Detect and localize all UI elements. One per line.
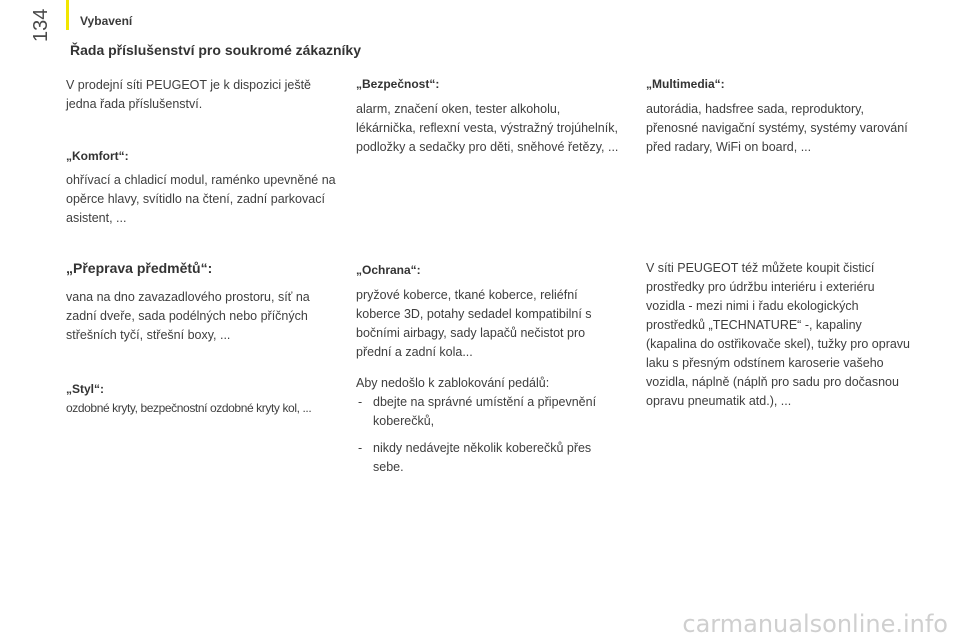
komfort-text: ohřívací a chladicí modul, raménko upevněné na opěrce hlavy, svítidlo na čtení, zadní parkovací asistent, ... <box>66 173 336 225</box>
technature-text: V síti PEUGEOT též můžete koupit čisticí prostředky pro údržbu interiéru i exteriéru vozidla - mezi nimi i řadu ekologických prostředků „TECHNATURE“ -, kapaliny (kapalina do ostřikovače skel), tužky pro opravu laku s přesným odstínem karoserie vašeho vozidla, náplně (náplň pro sadu pro dočasnou opravu pneumatik atd.), ... <box>646 261 911 408</box>
page-number: 134 <box>30 8 52 42</box>
preprava-block <box>66 259 338 345</box>
ochrana-block <box>356 261 621 485</box>
list-item: - nikdy nedávejte několik koberečků přes sebe. <box>356 439 621 477</box>
section-accent-bar <box>66 0 69 30</box>
multimedia-heading: „Multimedia“: <box>646 77 725 91</box>
preprava-heading: „Přeprava předmětů“: <box>66 260 213 276</box>
intro-block <box>66 76 338 114</box>
list-item: - dbejte na správné umístění a připevnění koberečků, <box>356 393 621 431</box>
styl-text: ozdobné kryty, bezpečnostní ozdobné kryty kol, ... <box>66 401 312 415</box>
page-title: Řada příslušenství pro soukromé zákazníky <box>70 42 361 58</box>
pedal-warning-list <box>356 393 621 477</box>
ochrana-text: pryžové koberce, tkané koberce, reliéfní koberce 3D, potahy sedadel kompatibilní s bočními airbagy, sady lapačů nečistot pro přední a zadní kola... <box>356 288 592 359</box>
watermark: carmanualsonline.info <box>682 610 948 638</box>
komfort-heading: „Komfort“: <box>66 149 129 163</box>
bezpecnost-heading: „Bezpečnost“: <box>356 77 440 91</box>
multimedia-block <box>646 75 911 157</box>
section-label: Vybavení <box>80 14 133 28</box>
ochrana-heading: „Ochrana“: <box>356 263 421 277</box>
intro-text: V prodejní síti PEUGEOT je k dispozici ještě jedna řada příslušenství. <box>66 78 312 111</box>
technature-block <box>646 259 911 411</box>
bezpecnost-block <box>356 75 621 157</box>
pedal-intro: Aby nedošlo k zablokování pedálů: <box>356 376 550 390</box>
komfort-block <box>66 147 341 228</box>
bezpecnost-text: alarm, značení oken, tester alkoholu, lékárnička, reflexní vesta, výstražný trojúhelník, podložky a sedačky pro děti, sněhové řetězy, ... <box>356 102 619 154</box>
styl-block <box>66 380 346 418</box>
multimedia-text: autorádia, hadsfree sada, reproduktory, přenosné navigační systémy, systémy varování před radary, WiFi on board, ... <box>646 102 908 154</box>
styl-heading: „Styl“: <box>66 382 105 396</box>
preprava-text: vana na dno zavazadlového prostoru, síť na zadní dveře, sada podélných nebo příčných střešních tyčí, střešní boxy, ... <box>66 290 310 342</box>
